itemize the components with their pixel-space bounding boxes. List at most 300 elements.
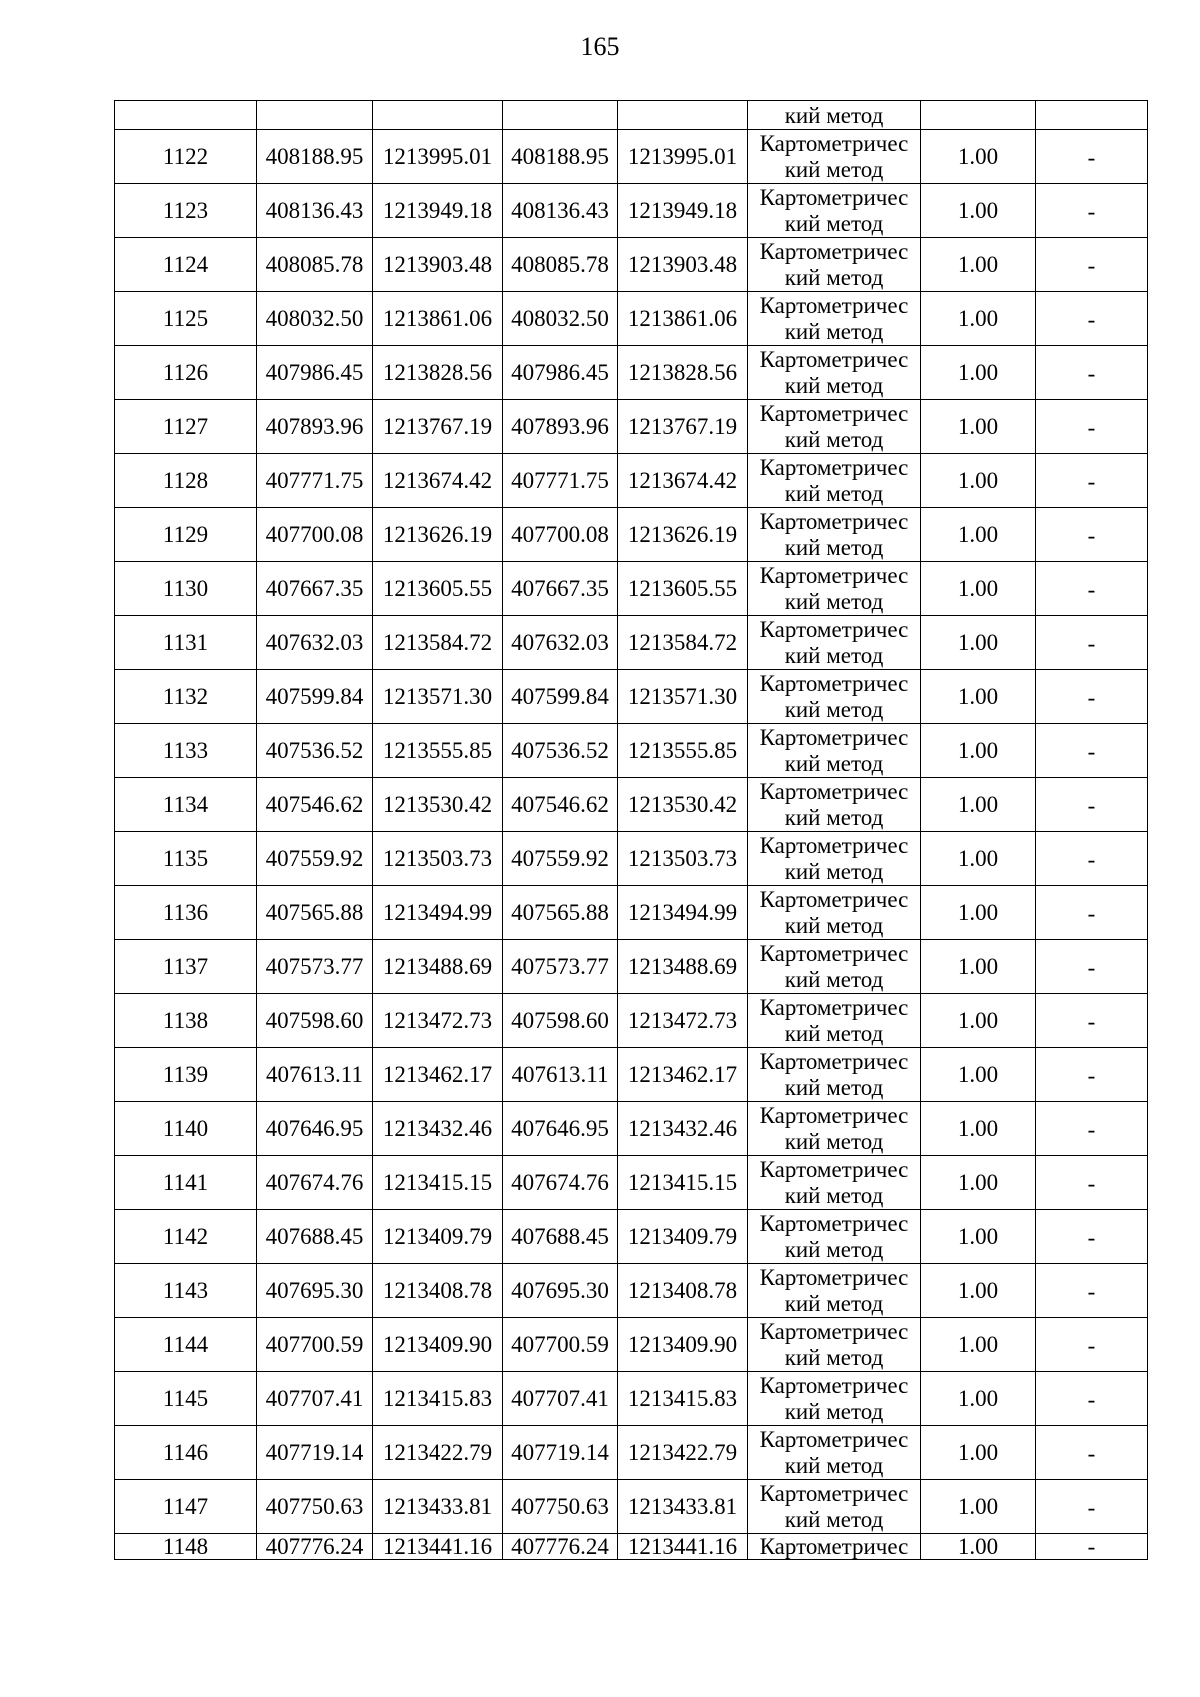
cell-point-id: 1124: [115, 238, 257, 292]
table-row: [115, 1210, 1148, 1264]
table-row: [115, 454, 1148, 508]
cell-y-existing: 1213409.79: [373, 1210, 503, 1264]
cell-error: [1036, 562, 1148, 616]
cell-y-new: 1213433.81: [618, 1480, 748, 1534]
cell-accuracy: 1.00: [921, 670, 1036, 724]
table-row: [115, 1264, 1148, 1318]
cell-point-id: 1144: [115, 1318, 257, 1372]
cell-x-new: 407565.88: [503, 886, 618, 940]
cell-y-existing: 1213433.81: [373, 1480, 503, 1534]
cell-y-existing: 1213462.17: [373, 1048, 503, 1102]
method-text-line-1: Картометричес: [759, 724, 909, 750]
error-text: -: [1087, 306, 1096, 332]
cell-y-existing: 1213422.79: [373, 1426, 503, 1480]
cell-accuracy: 1.00: [921, 1264, 1036, 1318]
cell-y-new: 1213605.55: [618, 562, 748, 616]
table-row: [115, 1156, 1148, 1210]
table-row: [115, 616, 1148, 670]
method-text-line-2: кий метод: [784, 804, 884, 830]
method-text-line-1: Картометричес: [759, 130, 909, 156]
cell-method: [748, 616, 921, 670]
method-text-line-2: кий метод: [784, 534, 884, 560]
table-row: [115, 184, 1148, 238]
cell-accuracy: 1.00: [921, 1426, 1036, 1480]
cell-y-existing: 1213408.78: [373, 1264, 503, 1318]
method-text-line-1: Картометричес: [759, 400, 909, 426]
method-text-line-2: кий метод: [784, 1074, 884, 1100]
coordinates-table: [114, 100, 1148, 1560]
cell-method: [748, 184, 921, 238]
cell-method: [748, 400, 921, 454]
cell-y-new: 1213584.72: [618, 616, 748, 670]
method-text-line-2: кий метод: [784, 858, 884, 884]
error-text: -: [1087, 1533, 1096, 1559]
cell-x-new: 407559.92: [503, 832, 618, 886]
table-row: [115, 400, 1148, 454]
cell-point-id: 1146: [115, 1426, 257, 1480]
table-row: [115, 1426, 1148, 1480]
cell-x-existing: 407632.03: [257, 616, 373, 670]
cell-x-new: 407719.14: [503, 1426, 618, 1480]
table-row: [115, 724, 1148, 778]
cell-error: [1036, 238, 1148, 292]
cell-x-existing: 408188.95: [257, 130, 373, 184]
error-text: -: [1087, 1440, 1096, 1466]
table-row: [115, 508, 1148, 562]
method-text-line-1: Картометричес: [759, 1372, 909, 1398]
method-text-line-2: кий метод: [784, 642, 884, 668]
cell-method: [748, 101, 921, 130]
method-text-line-2: кий метод: [784, 264, 884, 290]
cell-method: [748, 346, 921, 400]
error-text: -: [1087, 1008, 1096, 1034]
table-row: [115, 832, 1148, 886]
cell-y-new: 1213488.69: [618, 940, 748, 994]
cell-error: [1036, 1048, 1148, 1102]
table-row: [115, 1480, 1148, 1534]
cell-y-existing: 1213488.69: [373, 940, 503, 994]
table-row: [115, 670, 1148, 724]
cell-accuracy: 1.00: [921, 616, 1036, 670]
cell-point-id: 1136: [115, 886, 257, 940]
error-text: -: [1087, 1332, 1096, 1358]
method-text-line-2: кий метод: [784, 1020, 884, 1046]
cell-x-new: 407707.41: [503, 1372, 618, 1426]
cell-error: [1036, 400, 1148, 454]
cell-y-existing: [373, 101, 503, 130]
error-text: -: [1087, 198, 1096, 224]
cell-accuracy: 1.00: [921, 400, 1036, 454]
cell-point-id: [115, 101, 257, 130]
cell-method: [748, 1372, 921, 1426]
method-text-line-2: кий метод: [784, 210, 884, 236]
cell-point-id: 1129: [115, 508, 257, 562]
error-text: -: [1087, 846, 1096, 872]
cell-y-existing: 1213415.83: [373, 1372, 503, 1426]
cell-error: [1036, 454, 1148, 508]
cell-accuracy: 1.00: [921, 994, 1036, 1048]
cell-method: [748, 1480, 921, 1534]
method-text-line-1: Картометричес: [759, 616, 909, 642]
method-text-line-1: Картометричес: [759, 1210, 909, 1236]
table-row: [115, 1048, 1148, 1102]
cell-point-id: 1139: [115, 1048, 257, 1102]
cell-y-new: 1213415.15: [618, 1156, 748, 1210]
cell-error: [1036, 184, 1148, 238]
error-text: -: [1087, 522, 1096, 548]
cell-y-new: 1213861.06: [618, 292, 748, 346]
cell-method: [748, 886, 921, 940]
method-text-line-1: Картометричес: [759, 994, 909, 1020]
table-row: [115, 1372, 1148, 1426]
method-text-line-2: кий метод: [784, 696, 884, 722]
cell-method: [748, 238, 921, 292]
method-text-line-2: кий метод: [784, 1344, 884, 1370]
cell-accuracy: 1.00: [921, 1210, 1036, 1264]
method-text-line-2: кий метод: [784, 1452, 884, 1478]
cell-y-existing: 1213767.19: [373, 400, 503, 454]
cell-error: [1036, 101, 1148, 130]
cell-y-existing: 1213605.55: [373, 562, 503, 616]
cell-x-existing: 407893.96: [257, 400, 373, 454]
cell-method: [748, 1264, 921, 1318]
table-row: [115, 940, 1148, 994]
page-number: 165: [580, 32, 620, 61]
cell-y-existing: 1213472.73: [373, 994, 503, 1048]
error-text: -: [1087, 1278, 1096, 1304]
cell-y-new: 1213949.18: [618, 184, 748, 238]
cell-method: [748, 1426, 921, 1480]
cell-x-existing: 407707.41: [257, 1372, 373, 1426]
error-text: -: [1087, 360, 1096, 386]
cell-error: [1036, 778, 1148, 832]
cell-x-existing: 407573.77: [257, 940, 373, 994]
cell-y-existing: 1213571.30: [373, 670, 503, 724]
cell-x-existing: 407695.30: [257, 1264, 373, 1318]
cell-y-existing: 1213432.46: [373, 1102, 503, 1156]
cell-y-new: 1213415.83: [618, 1372, 748, 1426]
cell-method: [748, 1048, 921, 1102]
cell-x-existing: 407613.11: [257, 1048, 373, 1102]
cell-point-id: 1145: [115, 1372, 257, 1426]
method-text-line-2: кий метод: [784, 1236, 884, 1262]
cell-accuracy: [921, 101, 1036, 130]
cell-x-existing: 408136.43: [257, 184, 373, 238]
method-text-line-1: Картометричес: [759, 1264, 909, 1290]
cell-x-new: [503, 101, 618, 130]
cell-x-new: 407613.11: [503, 1048, 618, 1102]
method-text-line-1: Картометричес: [759, 292, 909, 318]
error-text: -: [1087, 414, 1096, 440]
error-text: -: [1087, 1386, 1096, 1412]
cell-error: [1036, 724, 1148, 778]
cell-method: [748, 1318, 921, 1372]
cell-method: [748, 454, 921, 508]
cell-y-existing: 1213494.99: [373, 886, 503, 940]
cell-error: [1036, 832, 1148, 886]
cell-y-new: 1213409.90: [618, 1318, 748, 1372]
cell-accuracy: 1.00: [921, 1048, 1036, 1102]
method-text-line-1: Картометричес: [759, 1426, 909, 1452]
cell-method: [748, 292, 921, 346]
cell-point-id: 1138: [115, 994, 257, 1048]
table-row: [115, 778, 1148, 832]
cell-error: [1036, 1372, 1148, 1426]
cell-method: [748, 994, 921, 1048]
cell-y-new: 1213494.99: [618, 886, 748, 940]
method-text-line-2: кий метод: [784, 1506, 884, 1532]
cell-x-existing: 407536.52: [257, 724, 373, 778]
method-text-line-1: Картометричес: [759, 238, 909, 264]
method-text-line-2: кий метод: [784, 1398, 884, 1424]
cell-x-existing: 407598.60: [257, 994, 373, 1048]
error-text: -: [1087, 576, 1096, 602]
cell-x-new: 407667.35: [503, 562, 618, 616]
cell-x-existing: 407986.45: [257, 346, 373, 400]
cell-y-new: 1213462.17: [618, 1048, 748, 1102]
method-text-line-2: кий метод: [784, 426, 884, 452]
cell-error: [1036, 1480, 1148, 1534]
cell-x-new: 407776.24: [503, 1534, 618, 1560]
cell-x-existing: 407771.75: [257, 454, 373, 508]
cell-x-existing: 407700.59: [257, 1318, 373, 1372]
cell-x-existing: 407700.08: [257, 508, 373, 562]
cell-method: [748, 562, 921, 616]
error-text: -: [1087, 468, 1096, 494]
cell-x-new: 407646.95: [503, 1102, 618, 1156]
method-text-line-1: Картометричес: [759, 832, 909, 858]
table-row-partial: [115, 1534, 1148, 1560]
method-text-line-1: Картометричес: [759, 562, 909, 588]
cell-point-id: 1127: [115, 400, 257, 454]
cell-y-existing: 1213555.85: [373, 724, 503, 778]
cell-x-new: 407599.84: [503, 670, 618, 724]
cell-error: [1036, 346, 1148, 400]
cell-x-existing: 407599.84: [257, 670, 373, 724]
method-text-line-1: Картометричес: [759, 184, 909, 210]
cell-y-new: 1213555.85: [618, 724, 748, 778]
cell-error: [1036, 940, 1148, 994]
method-text-line-1: Картометричес: [759, 454, 909, 480]
cell-y-existing: 1213626.19: [373, 508, 503, 562]
cell-method: Картометричес: [748, 1534, 921, 1560]
cell-accuracy: 1.00: [921, 130, 1036, 184]
cell-method: [748, 1156, 921, 1210]
cell-accuracy: 1.00: [921, 184, 1036, 238]
cell-y-existing: 1213530.42: [373, 778, 503, 832]
cell-x-existing: 407719.14: [257, 1426, 373, 1480]
cell-y-existing: 1213949.18: [373, 184, 503, 238]
table-row: [115, 238, 1148, 292]
cell-method: [748, 1210, 921, 1264]
cell-point-id: 1140: [115, 1102, 257, 1156]
cell-method: [748, 940, 921, 994]
method-text-line-1: Картометричес: [759, 886, 909, 912]
method-text-line-1: Картометричес: [759, 940, 909, 966]
error-text: -: [1087, 1062, 1096, 1088]
cell-accuracy: 1.00: [921, 832, 1036, 886]
cell-y-existing: 1213584.72: [373, 616, 503, 670]
cell-x-new: 408085.78: [503, 238, 618, 292]
table-row: [115, 562, 1148, 616]
method-text-line-2: кий метод: [784, 588, 884, 614]
cell-x-existing: 408085.78: [257, 238, 373, 292]
cell-x-new: 407750.63: [503, 1480, 618, 1534]
cell-point-id: 1135: [115, 832, 257, 886]
cell-y-existing: 1213409.90: [373, 1318, 503, 1372]
cell-x-existing: 407674.76: [257, 1156, 373, 1210]
method-text-line-1: Картометричес: [759, 508, 909, 534]
method-text-line-1: Картометричес: [759, 778, 909, 804]
cell-accuracy: 1.00: [921, 1318, 1036, 1372]
cell-y-new: 1213995.01: [618, 130, 748, 184]
error-text: -: [1087, 1170, 1096, 1196]
cell-method: [748, 130, 921, 184]
error-text: -: [1087, 684, 1096, 710]
cell-accuracy: 1.00: [921, 886, 1036, 940]
cell-error: [1036, 670, 1148, 724]
cell-y-new: 1213441.16: [618, 1534, 748, 1560]
cell-x-existing: 407750.63: [257, 1480, 373, 1534]
cell-accuracy: 1.00: [921, 238, 1036, 292]
error-text: -: [1087, 1224, 1096, 1250]
cell-y-new: 1213903.48: [618, 238, 748, 292]
method-text-line-2: кий метод: [784, 372, 884, 398]
cell-point-id: 1133: [115, 724, 257, 778]
method-text-line-1: Картометричес: [759, 670, 909, 696]
method-text: кий метод: [784, 103, 884, 128]
cell-x-existing: 407667.35: [257, 562, 373, 616]
cell-x-new: 407986.45: [503, 346, 618, 400]
cell-y-existing: 1213503.73: [373, 832, 503, 886]
cell-point-id: 1123: [115, 184, 257, 238]
cell-method: [748, 832, 921, 886]
cell-y-new: 1213409.79: [618, 1210, 748, 1264]
cell-method: [748, 1102, 921, 1156]
cell-x-new: 408188.95: [503, 130, 618, 184]
error-text: -: [1087, 738, 1096, 764]
method-text-line-1: Картометричес: [759, 1102, 909, 1128]
cell-error: [1036, 1318, 1148, 1372]
method-text-line-2: кий метод: [784, 750, 884, 776]
cell-error: [1036, 1210, 1148, 1264]
cell-y-new: 1213422.79: [618, 1426, 748, 1480]
cell-y-new: 1213828.56: [618, 346, 748, 400]
cell-y-new: 1213503.73: [618, 832, 748, 886]
error-text: -: [1087, 1116, 1096, 1142]
cell-point-id: 1132: [115, 670, 257, 724]
cell-point-id: 1143: [115, 1264, 257, 1318]
error-text: -: [1087, 144, 1096, 170]
cell-point-id: 1142: [115, 1210, 257, 1264]
error-text: -: [1087, 252, 1096, 278]
cell-error: [1036, 508, 1148, 562]
cell-y-new: 1213674.42: [618, 454, 748, 508]
cell-accuracy: 1.00: [921, 1156, 1036, 1210]
method-text-line-1: Картометричес: [759, 346, 909, 372]
cell-point-id: 1141: [115, 1156, 257, 1210]
cell-x-new: 407573.77: [503, 940, 618, 994]
cell-x-new: 407700.08: [503, 508, 618, 562]
cell-x-new: 407674.76: [503, 1156, 618, 1210]
cell-error: [1036, 994, 1148, 1048]
cell-point-id: 1128: [115, 454, 257, 508]
cell-accuracy: 1.00: [921, 940, 1036, 994]
cell-accuracy: 1.00: [921, 292, 1036, 346]
cell-x-new: 407546.62: [503, 778, 618, 832]
cell-accuracy: 1.00: [921, 454, 1036, 508]
method-text-line-1: Картометричес: [759, 1318, 909, 1344]
cell-y-existing: 1213441.16: [373, 1534, 503, 1560]
method-text-line-2: кий метод: [784, 1290, 884, 1316]
cell-x-existing: 407776.24: [257, 1534, 373, 1560]
cell-x-existing: [257, 101, 373, 130]
method-text-line-1: Картометричес: [759, 1156, 909, 1182]
cell-x-new: 408032.50: [503, 292, 618, 346]
cell-x-new: 407771.75: [503, 454, 618, 508]
cell-error: [1036, 886, 1148, 940]
table-row: [115, 886, 1148, 940]
cell-accuracy: 1.00: [921, 724, 1036, 778]
error-text: -: [1087, 954, 1096, 980]
cell-y-existing: 1213415.15: [373, 1156, 503, 1210]
cell-x-existing: 407546.62: [257, 778, 373, 832]
method-text-line-2: кий метод: [784, 912, 884, 938]
cell-method: [748, 670, 921, 724]
cell-error: [1036, 130, 1148, 184]
cell-x-new: 407536.52: [503, 724, 618, 778]
error-text: -: [1087, 1494, 1096, 1520]
cell-error: [1036, 1264, 1148, 1318]
cell-x-existing: 407559.92: [257, 832, 373, 886]
table-body: [115, 101, 1148, 1560]
method-text-line-2: кий метод: [784, 1182, 884, 1208]
cell-y-new: 1213472.73: [618, 994, 748, 1048]
cell-point-id: 1131: [115, 616, 257, 670]
cell-accuracy: 1.00: [921, 508, 1036, 562]
cell-error: [1036, 1534, 1148, 1560]
cell-point-id: 1134: [115, 778, 257, 832]
cell-x-new: 407598.60: [503, 994, 618, 1048]
table-row: [115, 346, 1148, 400]
cell-error: [1036, 1102, 1148, 1156]
cell-point-id: 1122: [115, 130, 257, 184]
cell-y-existing: 1213995.01: [373, 130, 503, 184]
method-text-line-1: Картометричес: [759, 1048, 909, 1074]
cell-y-new: 1213767.19: [618, 400, 748, 454]
cell-accuracy: 1.00: [921, 1372, 1036, 1426]
cell-method: [748, 508, 921, 562]
cell-point-id: 1126: [115, 346, 257, 400]
cell-accuracy: 1.00: [921, 1480, 1036, 1534]
cell-x-new: 407688.45: [503, 1210, 618, 1264]
table-row: [115, 292, 1148, 346]
cell-point-id: 1125: [115, 292, 257, 346]
cell-method: [748, 724, 921, 778]
cell-point-id: 1147: [115, 1480, 257, 1534]
method-text-line-2: кий метод: [784, 318, 884, 344]
cell-y-new: 1213530.42: [618, 778, 748, 832]
cell-x-new: 407700.59: [503, 1318, 618, 1372]
cell-accuracy: 1.00: [921, 1102, 1036, 1156]
cell-x-new: 407893.96: [503, 400, 618, 454]
method-text-line-2: кий метод: [784, 1128, 884, 1154]
cell-y-existing: 1213861.06: [373, 292, 503, 346]
cell-y-existing: 1213674.42: [373, 454, 503, 508]
table-row: [115, 1318, 1148, 1372]
cell-point-id: 1130: [115, 562, 257, 616]
cell-x-existing: 408032.50: [257, 292, 373, 346]
